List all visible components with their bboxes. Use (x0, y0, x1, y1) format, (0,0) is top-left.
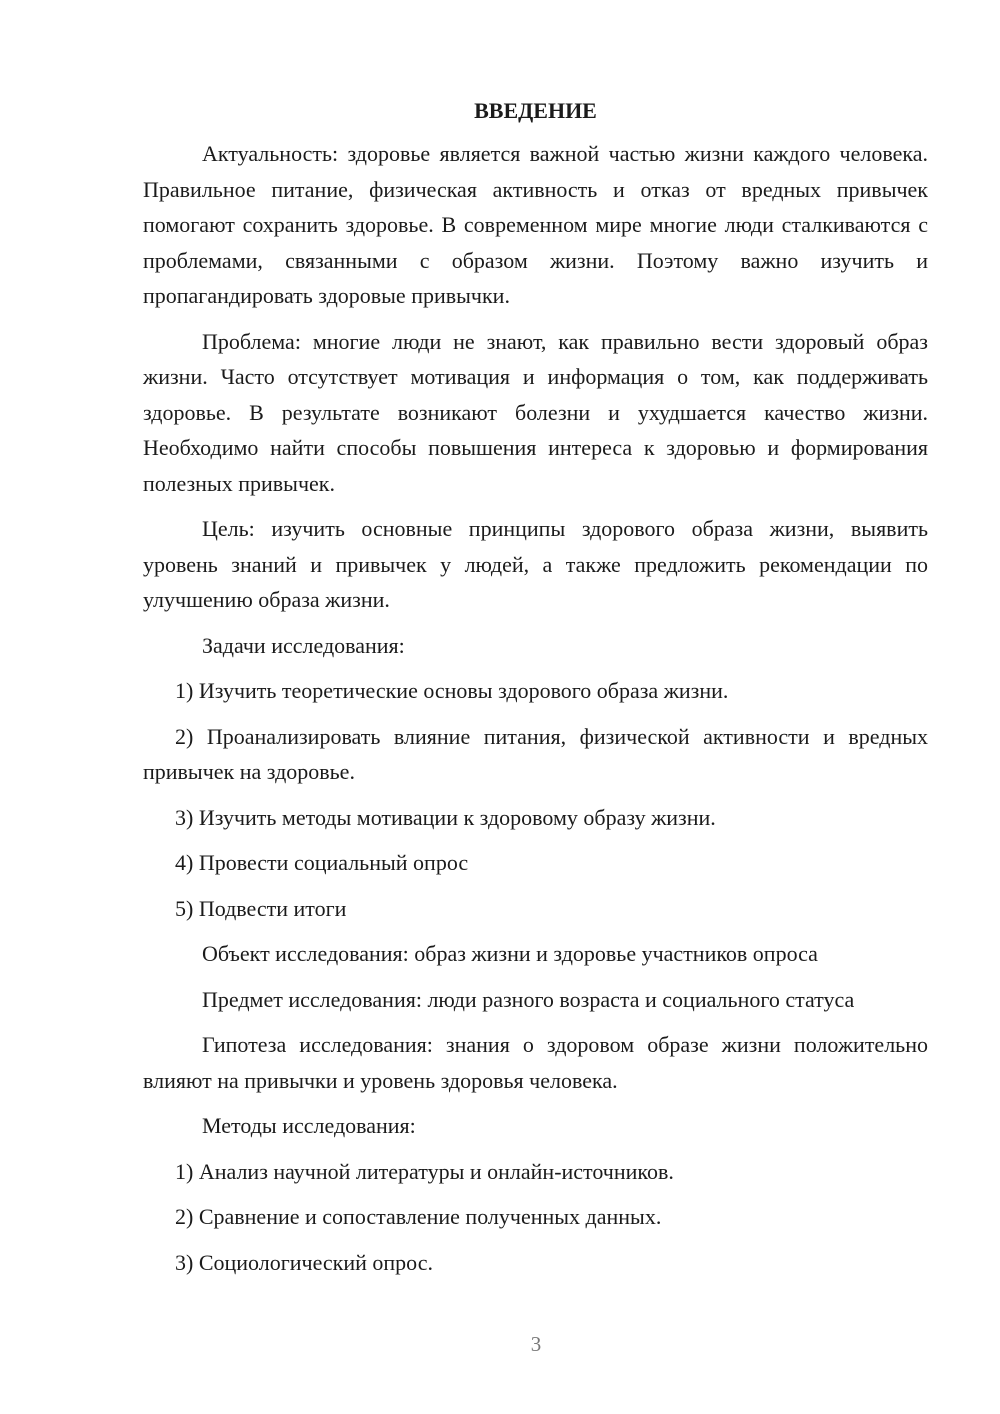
page-title: ВВЕДЕНИЕ (474, 98, 597, 123)
object-paragraph: Объект исследования: образ жизни и здоровье участников опроса (202, 941, 818, 966)
relevance-paragraph: Актуальность: здоровье является важной частью жизни каждого человека. Правильное питание, физическая активность и отказ от вредных привычек помогают сохранить здоровье. В современном мире многие люди сталкиваются с проблемами, связанными с образом жизни. Поэтому важно изучить и пропагандировать здоровые привычки. (143, 141, 928, 308)
document-body (143, 96, 928, 1280)
task-item: 5) Подвести итоги (175, 895, 347, 921)
problem-paragraph: Проблема: многие люди не знают, как правильно вести здоровый образ жизни. Часто отсутствует мотивация и информация о том, как поддерживать здоровье. В результате возникают болезни и ухудшается качество жизни. Необходимо найти способы повышения интереса к здоровью и формирования полезных привычек. (143, 328, 928, 496)
page-number: 3 (530, 1332, 542, 1356)
task-item: 2) Проанализировать влияние питания, физической активности и вредных привычек на здоровье. (143, 723, 928, 784)
task-item: 3) Изучить методы мотивации к здоровому образу жизни. (175, 804, 716, 830)
task-item: 1) Изучить теоретические основы здорового образа жизни. (175, 678, 729, 703)
methods-heading: Методы исследования: (202, 1113, 416, 1138)
hypothesis-paragraph: Гипотеза исследования: знания о здоровом образе жизни положительно влияют на привычки и уровень здоровья человека. (143, 1032, 928, 1093)
subject-paragraph: Предмет исследования: люди разного возраста и социального статуса (202, 986, 855, 1012)
tasks-heading: Задачи исследования: (202, 632, 405, 658)
goal-paragraph: Цель: изучить основные принципы здорового образа жизни, выявить уровень знаний и привычек у людей, а также предложить рекомендации по улучшению образа жизни. (143, 516, 928, 612)
method-item: 2) Сравнение и сопоставление полученных данных. (175, 1204, 662, 1229)
method-item: 3) Социологический опрос. (175, 1249, 433, 1275)
task-item: 4) Провести социальный опрос (175, 850, 469, 875)
method-item: 1) Анализ научной литературы и онлайн-источников. (175, 1158, 674, 1184)
